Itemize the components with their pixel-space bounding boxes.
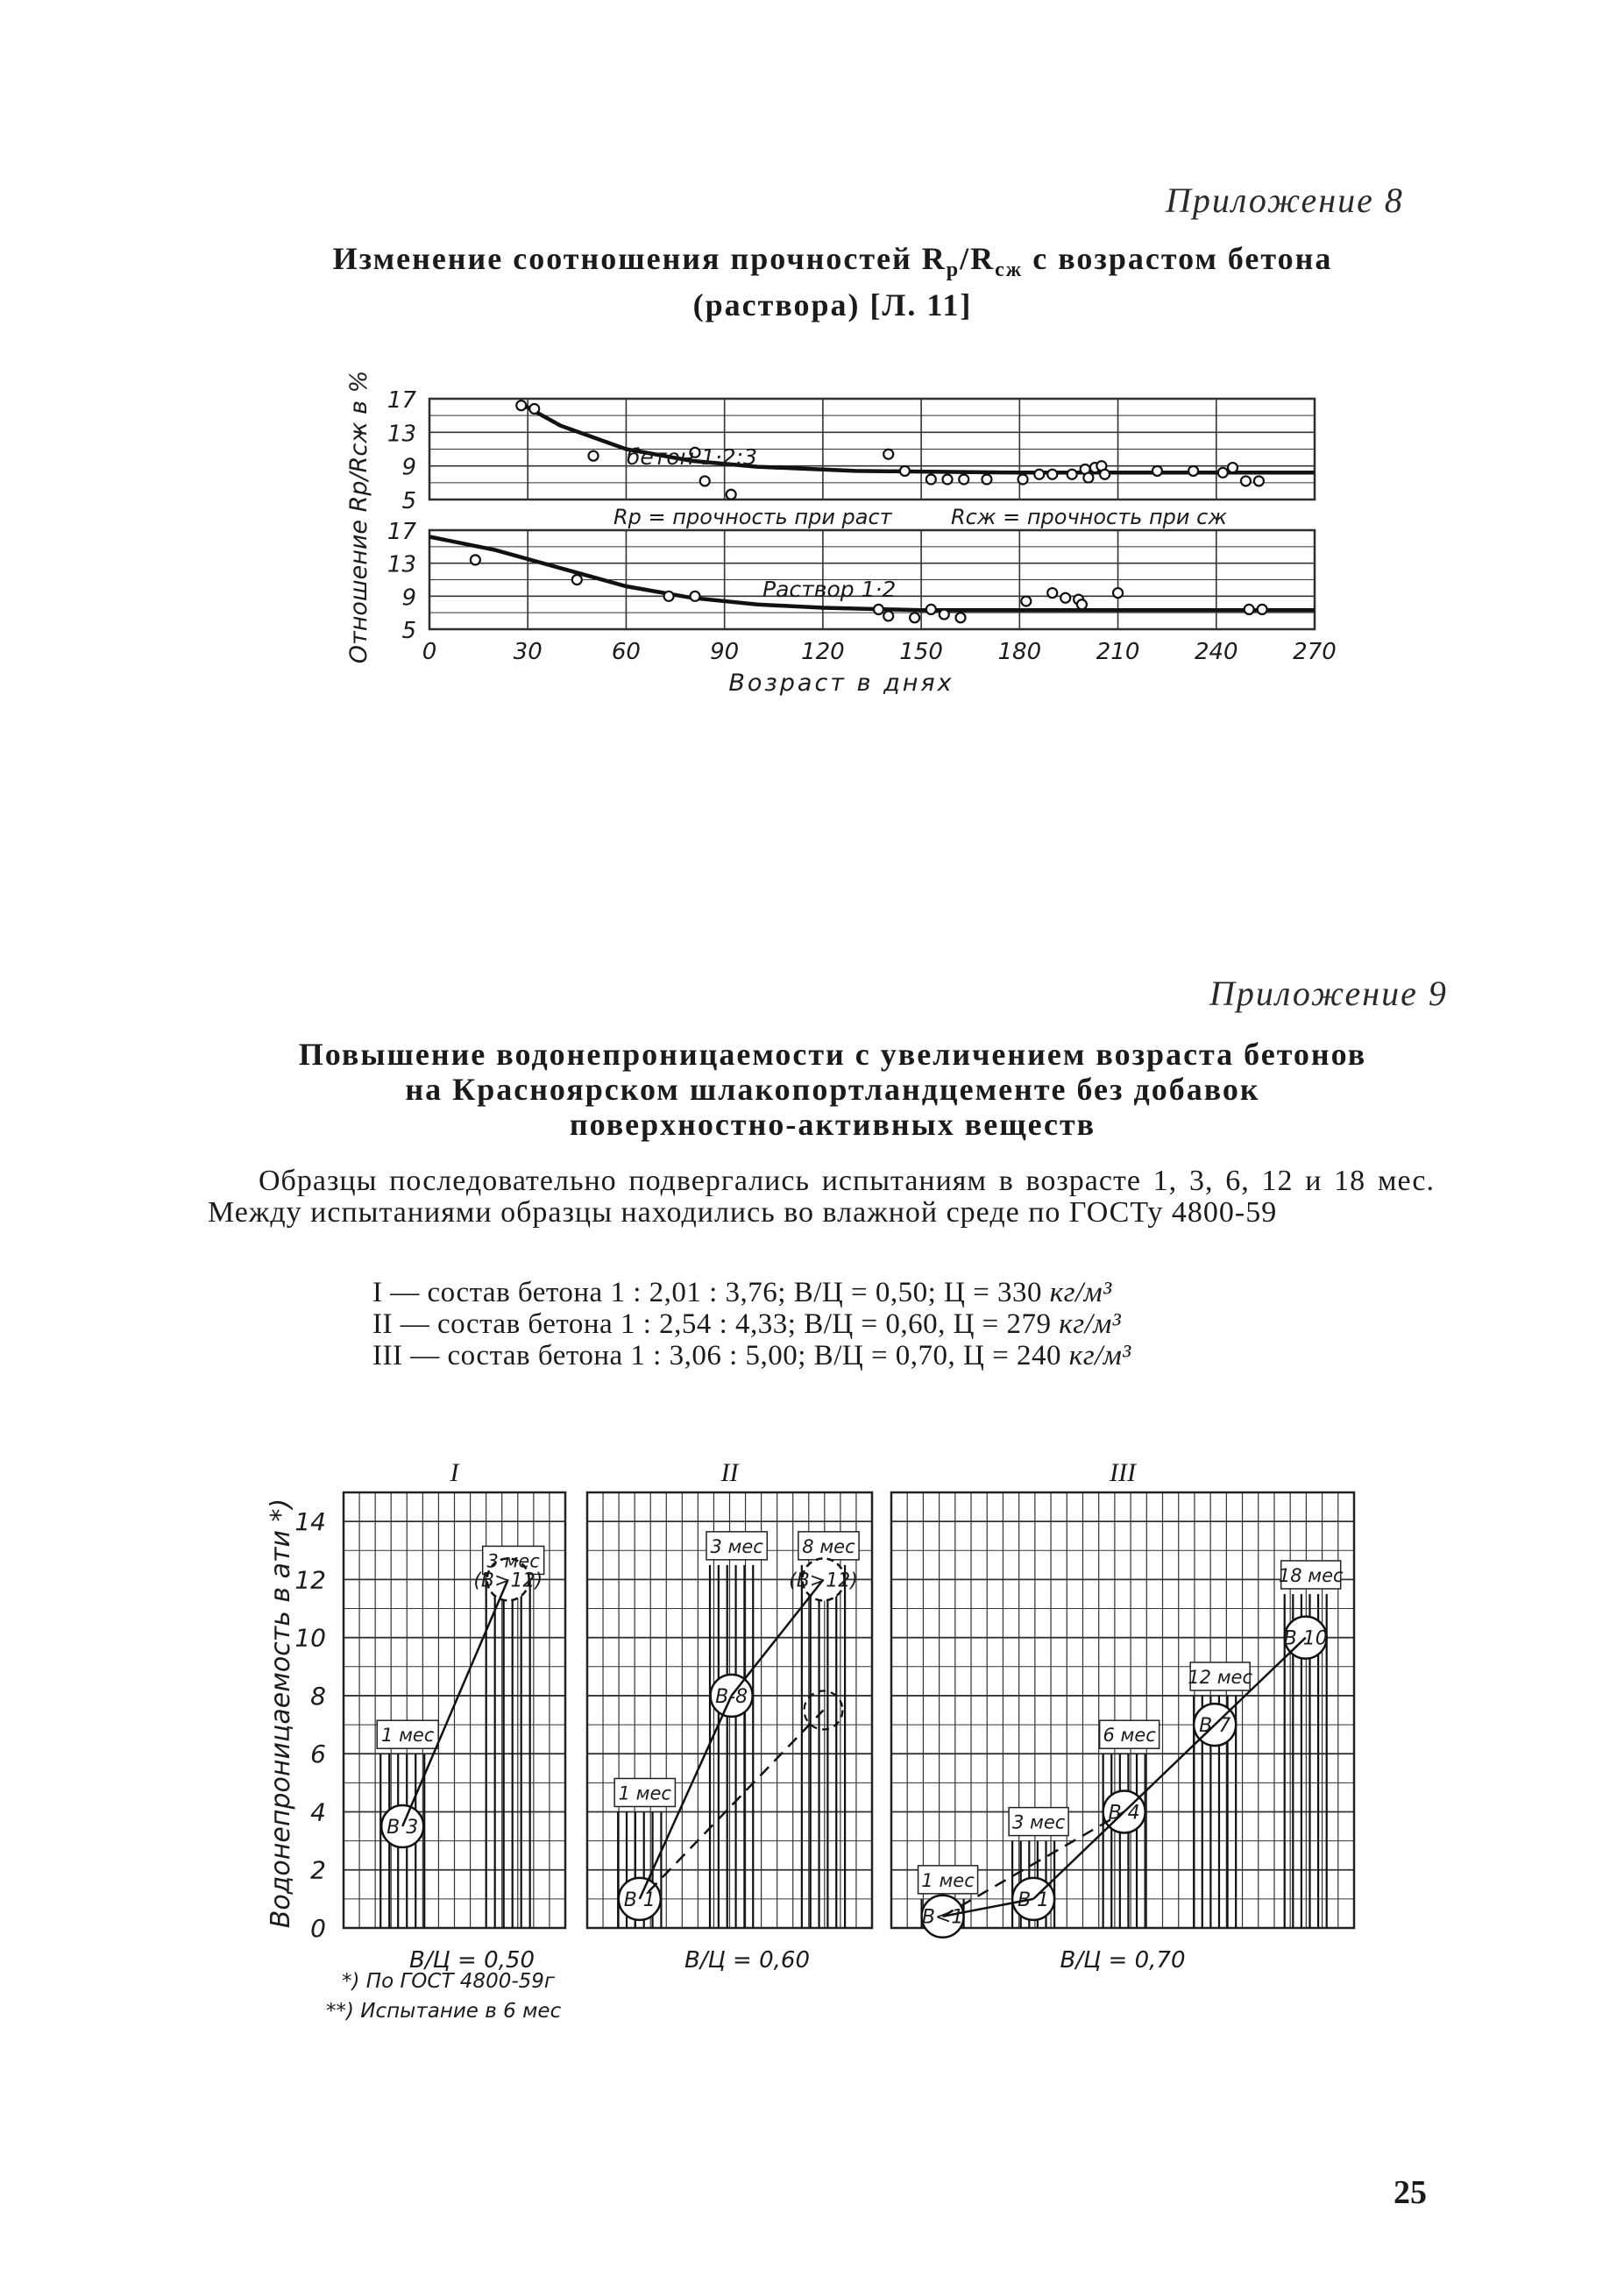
wc-label: В/Ц = 0,60 bbox=[684, 1947, 810, 1974]
bar-label: 6 мес bbox=[1103, 1725, 1156, 1747]
data-point bbox=[1241, 476, 1251, 485]
data-point bbox=[883, 450, 893, 459]
bar-label: 12 мес bbox=[1188, 1666, 1253, 1688]
data-point bbox=[1021, 596, 1031, 606]
footnote: **) Испытание в 6 мес bbox=[326, 2000, 562, 2023]
bar-label: 1 мес bbox=[618, 1782, 671, 1804]
data-point bbox=[1113, 588, 1123, 598]
data-point bbox=[1067, 470, 1077, 479]
composition-item bbox=[372, 1340, 1131, 1371]
x-tick-label: 90 bbox=[710, 639, 740, 665]
group-title: III bbox=[1110, 1458, 1136, 1487]
data-point bbox=[529, 404, 539, 414]
data-point bbox=[1047, 470, 1057, 479]
group-title: I bbox=[450, 1458, 459, 1487]
result-label: В 4 bbox=[1108, 1802, 1140, 1825]
x-tick-label: 210 bbox=[1096, 639, 1140, 665]
appendix8-title-line2: (раствора) [Л. 11] bbox=[692, 287, 973, 323]
data-point bbox=[700, 476, 710, 485]
data-point bbox=[1100, 470, 1110, 479]
result-label: В 1 bbox=[623, 1889, 656, 1911]
data-point bbox=[691, 592, 700, 601]
data-point bbox=[959, 475, 968, 485]
ratio-chart-labels bbox=[345, 371, 1337, 697]
result-label: В-8 bbox=[715, 1685, 748, 1708]
data-point bbox=[926, 475, 936, 485]
series-label: Раствор 1·2 bbox=[762, 577, 897, 602]
data-point bbox=[1152, 466, 1162, 476]
bar-label: 8 мес bbox=[802, 1535, 855, 1557]
y-tick-label: 13 bbox=[386, 551, 416, 578]
annotation: Rp = прочность при раст bbox=[613, 505, 892, 529]
composition-text: II — состав бетона 1 : 2,54 : 4,33; В/Ц = 0,60, Ц = 279 bbox=[372, 1308, 1060, 1340]
y-tick-label: 5 bbox=[401, 488, 416, 514]
x-tick-label: 240 bbox=[1194, 639, 1238, 665]
y-tick-label: 5 bbox=[401, 618, 416, 644]
data-point bbox=[874, 605, 883, 614]
permeability-chart-labels bbox=[266, 1458, 1344, 2023]
x-tick-label: 0 bbox=[422, 639, 437, 665]
bar-label: 3 мес bbox=[486, 1550, 540, 1572]
appendix9-paragraph: Образцы последовательно подвергались испытаниям в возрасте 1, 3, 6, 12 и 18 мес. Между испытаниями образцы находились во влажной среде по ГОСТу 4800-59 bbox=[208, 1165, 1435, 1229]
data-point bbox=[1258, 605, 1267, 614]
appendix9-title-line3: поверхностно-активных веществ bbox=[569, 1107, 1096, 1142]
connector-line bbox=[402, 1579, 507, 1826]
bar-label: 3 мес bbox=[710, 1535, 763, 1557]
page-number: 25 bbox=[1394, 2174, 1427, 2211]
appendix8-label: Приложение 8 bbox=[1166, 181, 1404, 220]
composition-unit: кг/м³ bbox=[1068, 1340, 1131, 1371]
data-point bbox=[1034, 470, 1044, 479]
y-tick-label: 8 bbox=[310, 1681, 326, 1711]
data-point bbox=[572, 575, 582, 585]
data-point bbox=[471, 555, 480, 564]
x-tick-label: 120 bbox=[801, 639, 845, 665]
data-point bbox=[1254, 476, 1264, 485]
composition-text: I — состав бетона 1 : 2,01 : 3,76; В/Ц = 0,50; Ц = 330 bbox=[372, 1277, 1050, 1308]
ratio-chart bbox=[333, 368, 1385, 719]
result-label: (В>12) bbox=[473, 1570, 543, 1592]
annotation: Rсж = прочность при сж bbox=[951, 505, 1227, 529]
bar-label: 1 мес bbox=[921, 1869, 975, 1891]
result-label: (В>12) bbox=[789, 1570, 858, 1592]
data-point bbox=[1083, 473, 1093, 483]
data-point bbox=[943, 475, 953, 485]
result-label: В 7 bbox=[1199, 1715, 1231, 1738]
result-label: В<1 bbox=[921, 1906, 964, 1929]
y-tick-label: 4 bbox=[310, 1797, 326, 1827]
y-tick-label: 0 bbox=[310, 1914, 326, 1943]
data-point bbox=[516, 400, 526, 410]
x-tick-label: 270 bbox=[1293, 639, 1337, 665]
appendix9-title-line1: Повышение водонепроницаемости с увеличением возраста бетонов bbox=[298, 1037, 1367, 1072]
data-point bbox=[1218, 468, 1228, 478]
result-label: В 10 bbox=[1283, 1627, 1328, 1650]
data-point bbox=[1060, 593, 1070, 603]
data-point bbox=[883, 611, 893, 620]
composition-unit: кг/м³ bbox=[1059, 1308, 1122, 1340]
bar-label: 1 мес bbox=[381, 1725, 435, 1747]
appendix9-title-line2: на Красноярском шлакопортландцементе без добавок bbox=[405, 1072, 1260, 1107]
series-label: бетон 1·2:3 bbox=[627, 444, 758, 470]
x-tick-label: 180 bbox=[997, 639, 1042, 665]
composition-item bbox=[372, 1277, 1131, 1308]
appendix9-label: Приложение 9 bbox=[1209, 974, 1448, 1013]
permeability-chart bbox=[245, 1437, 1420, 2051]
data-point bbox=[1047, 588, 1057, 598]
x-tick-label: 30 bbox=[513, 639, 543, 665]
y-tick-label: 2 bbox=[310, 1855, 326, 1885]
y-tick-label: 14 bbox=[294, 1507, 326, 1537]
data-point bbox=[940, 610, 949, 620]
data-point bbox=[664, 592, 674, 601]
bar-label: 3 мес bbox=[1011, 1811, 1066, 1833]
y-tick-label: 12 bbox=[294, 1565, 326, 1595]
y-tick-label: 13 bbox=[386, 421, 416, 448]
x-tick-label: 60 bbox=[611, 639, 641, 665]
data-point bbox=[956, 613, 966, 622]
data-point bbox=[910, 613, 919, 622]
x-axis-label: Возраст в днях bbox=[728, 670, 954, 697]
data-point bbox=[982, 475, 991, 485]
data-point bbox=[1077, 599, 1087, 609]
y-tick-label: 17 bbox=[386, 387, 416, 414]
data-point bbox=[1228, 463, 1238, 472]
composition-list bbox=[372, 1277, 1131, 1371]
permeability-chart-marks bbox=[381, 1558, 1326, 1937]
appendix8-title bbox=[263, 241, 1402, 322]
y-tick-label: 9 bbox=[401, 585, 416, 612]
appendix9-title bbox=[219, 1037, 1446, 1142]
title-text: Изменение соотношения прочностей R bbox=[332, 241, 947, 276]
data-point bbox=[900, 466, 910, 476]
title-text: с возрастом бетона bbox=[1023, 241, 1333, 276]
title-sub: р bbox=[946, 259, 961, 282]
appendix8-title-line1 bbox=[263, 241, 1402, 287]
data-point bbox=[1245, 605, 1254, 614]
y-tick-label: 17 bbox=[386, 519, 416, 545]
data-point bbox=[589, 451, 599, 461]
composition-item bbox=[372, 1308, 1131, 1340]
composition-text: III — состав бетона 1 : 3,06 : 5,00; В/Ц = 0,70, Ц = 240 bbox=[372, 1340, 1069, 1371]
y-tick-label: 9 bbox=[401, 454, 416, 481]
wc-label: В/Ц = 0,50 bbox=[409, 1947, 535, 1974]
data-point bbox=[1188, 466, 1198, 476]
composition-unit: кг/м³ bbox=[1049, 1277, 1112, 1308]
bar-label: 18 мес bbox=[1278, 1564, 1344, 1586]
data-point bbox=[926, 605, 936, 614]
data-point bbox=[727, 490, 736, 500]
y-axis-label: Отношение Rp/Rсж в % bbox=[345, 370, 372, 664]
title-sep: /R bbox=[960, 241, 996, 276]
x-tick-label: 150 bbox=[899, 639, 943, 665]
y-tick-label: 10 bbox=[294, 1623, 326, 1653]
wc-label: В/Ц = 0,70 bbox=[1060, 1947, 1186, 1974]
y-axis-label: Водонепроницаемость в ати *) bbox=[266, 1498, 296, 1929]
group-title: II bbox=[720, 1458, 739, 1487]
data-point bbox=[1018, 475, 1028, 485]
result-label: В 3 bbox=[386, 1817, 419, 1839]
y-tick-label: 6 bbox=[310, 1740, 326, 1769]
result-label: В 1 bbox=[1018, 1889, 1050, 1911]
title-sub: сж bbox=[995, 259, 1024, 282]
footnote: *) По ГОСТ 4800-59г bbox=[342, 1970, 555, 1993]
